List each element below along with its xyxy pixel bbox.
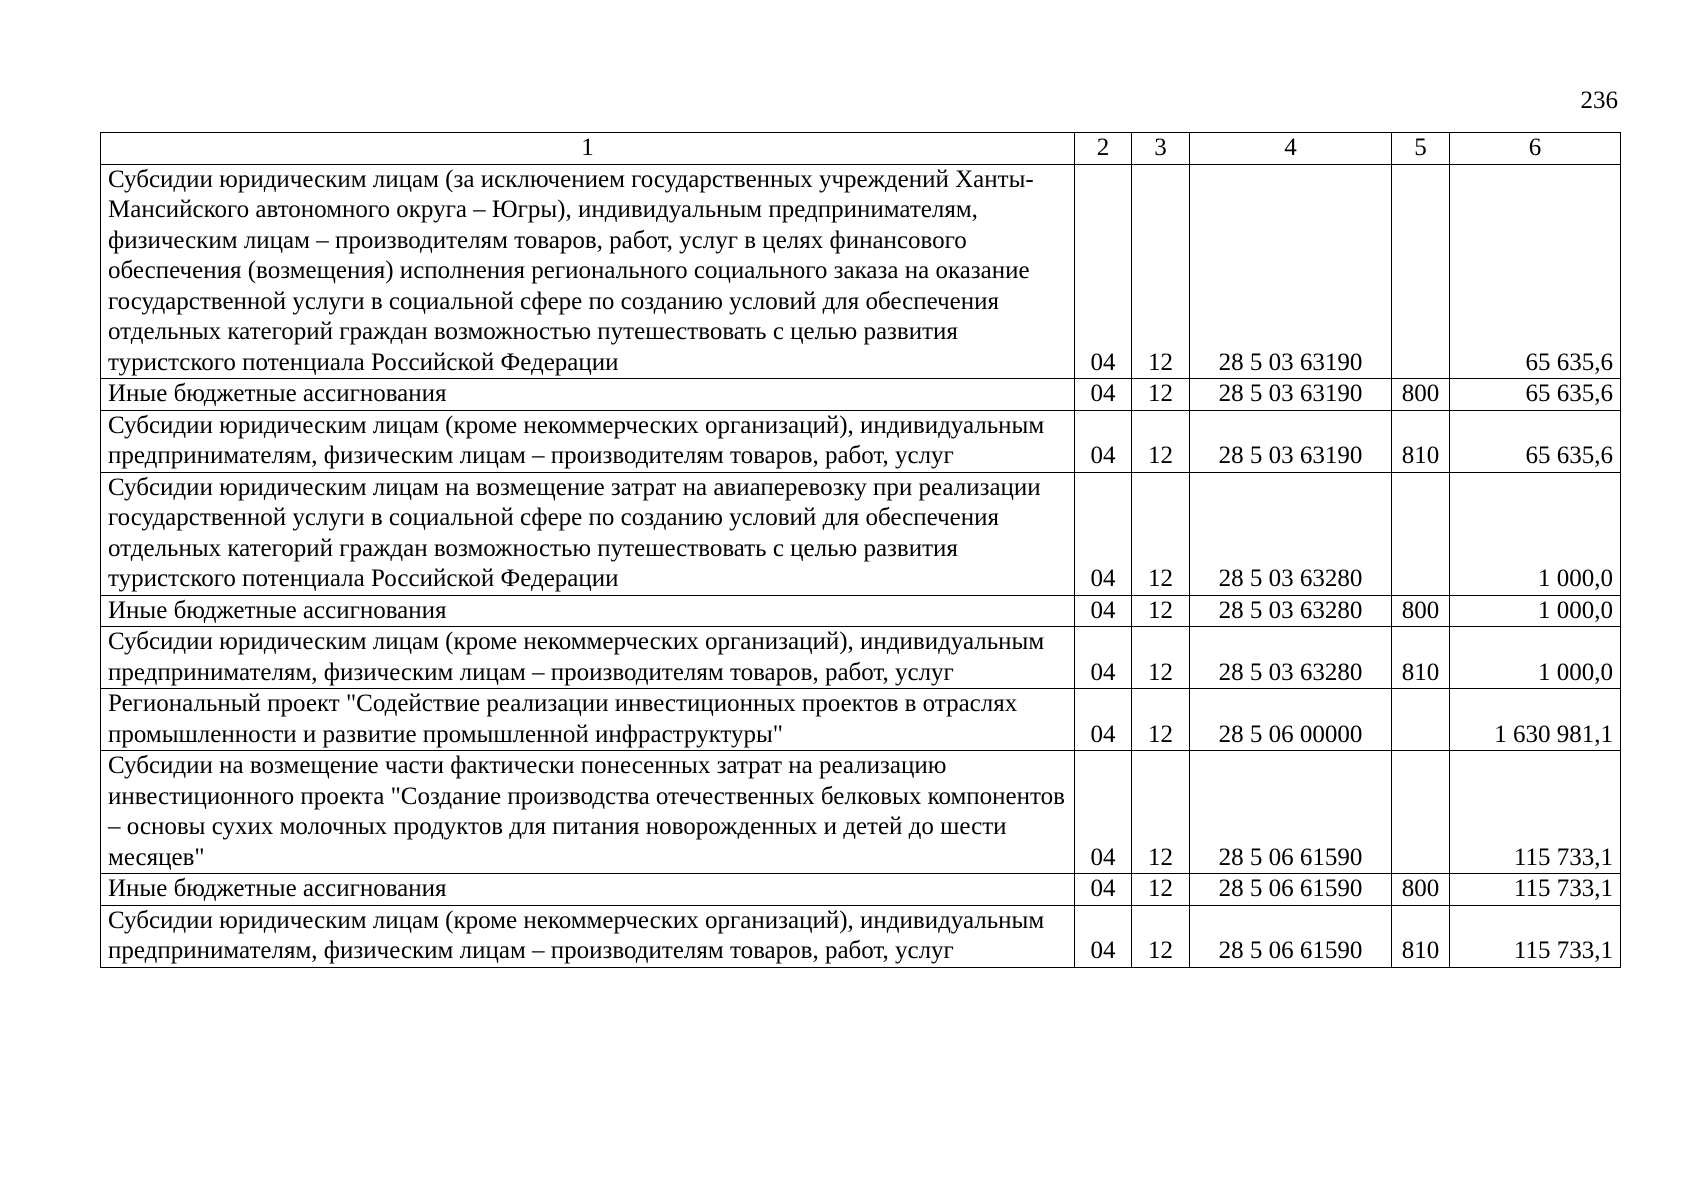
row-amount: 65 635,6 <box>1450 410 1621 472</box>
row-target-code: 28 5 06 61590 <box>1190 905 1392 967</box>
row-subsection: 12 <box>1132 905 1190 967</box>
row-amount: 1 000,0 <box>1450 627 1621 689</box>
table-row <box>101 689 1621 751</box>
row-amount: 65 635,6 <box>1450 164 1621 379</box>
row-name: Иные бюджетные ассигнования <box>101 379 1075 411</box>
row-name: Субсидии юридическим лицам на возмещение затрат на авиаперевозку при реализации государственной услуги в социальной сфере по созданию условий для обеспечения отдельных категорий граждан возможностью путешествовать с целью развития туристского потенциала Российской Федерации <box>101 472 1075 595</box>
row-name: Иные бюджетные ассигнования <box>101 874 1075 906</box>
row-target-code: 28 5 03 63280 <box>1190 472 1392 595</box>
row-expense-type: 800 <box>1392 874 1450 906</box>
table-row <box>101 410 1621 472</box>
row-section: 04 <box>1075 905 1132 967</box>
row-amount: 115 733,1 <box>1450 874 1621 906</box>
row-section: 04 <box>1075 379 1132 411</box>
table-row <box>101 472 1621 595</box>
table-row <box>101 751 1621 874</box>
table-row <box>101 874 1621 906</box>
budget-table <box>100 132 1621 968</box>
row-expense-type <box>1392 472 1450 595</box>
row-subsection: 12 <box>1132 627 1190 689</box>
row-section: 04 <box>1075 627 1132 689</box>
row-section: 04 <box>1075 595 1132 627</box>
table-row <box>101 595 1621 627</box>
table-row <box>101 164 1621 379</box>
row-target-code: 28 5 03 63190 <box>1190 410 1392 472</box>
table-header-row <box>101 133 1621 165</box>
row-target-code: 28 5 03 63190 <box>1190 164 1392 379</box>
table-row <box>101 627 1621 689</box>
row-expense-type: 810 <box>1392 410 1450 472</box>
row-section: 04 <box>1075 410 1132 472</box>
header-col-1: 1 <box>101 133 1075 165</box>
row-target-code: 28 5 03 63190 <box>1190 379 1392 411</box>
row-expense-type: 800 <box>1392 595 1450 627</box>
table-row <box>101 905 1621 967</box>
row-name: Субсидии юридическим лицам (кроме некоммерческих организаций), индивидуальным предпринимателям, физическим лицам – производителям товаров, работ, услуг <box>101 627 1075 689</box>
row-amount: 1 630 981,1 <box>1450 689 1621 751</box>
row-name: Субсидии юридическим лицам (кроме некоммерческих организаций), индивидуальным предпринимателям, физическим лицам – производителям товаров, работ, услуг <box>101 905 1075 967</box>
row-target-code: 28 5 03 63280 <box>1190 595 1392 627</box>
header-col-6: 6 <box>1450 133 1621 165</box>
header-col-4: 4 <box>1190 133 1392 165</box>
row-expense-type <box>1392 751 1450 874</box>
row-name: Иные бюджетные ассигнования <box>101 595 1075 627</box>
header-col-2: 2 <box>1075 133 1132 165</box>
row-name: Региональный проект "Содействие реализации инвестиционных проектов в отраслях промышленности и развитие промышленной инфраструктуры" <box>101 689 1075 751</box>
row-expense-type: 810 <box>1392 627 1450 689</box>
row-name: Субсидии юридическим лицам (за исключением государственных учреждений Ханты-Мансийского автономного округа – Югры), индивидуальным предпринимателям, физическим лицам – производителям товаров, работ, услуг в целях финансового обеспечения (возмещения) исполнения регионального социального заказа на оказание государственной услуги в социальной сфере по созданию условий для обеспечения отдельных категорий граждан возможностью путешествовать с целью развития туристского потенциала Российской Федерации <box>101 164 1075 379</box>
table-row <box>101 379 1621 411</box>
row-section: 04 <box>1075 874 1132 906</box>
row-subsection: 12 <box>1132 164 1190 379</box>
row-subsection: 12 <box>1132 379 1190 411</box>
row-section: 04 <box>1075 689 1132 751</box>
row-section: 04 <box>1075 751 1132 874</box>
row-amount: 1 000,0 <box>1450 595 1621 627</box>
row-amount: 65 635,6 <box>1450 379 1621 411</box>
row-amount: 115 733,1 <box>1450 751 1621 874</box>
row-subsection: 12 <box>1132 595 1190 627</box>
row-target-code: 28 5 06 00000 <box>1190 689 1392 751</box>
row-subsection: 12 <box>1132 874 1190 906</box>
row-subsection: 12 <box>1132 410 1190 472</box>
page-number: 236 <box>1580 87 1618 114</box>
row-target-code: 28 5 06 61590 <box>1190 751 1392 874</box>
row-expense-type <box>1392 164 1450 379</box>
row-amount: 115 733,1 <box>1450 905 1621 967</box>
row-name: Субсидии на возмещение части фактически понесенных затрат на реализацию инвестиционного проекта "Создание производства отечественных белковых компонентов – основы сухих молочных продуктов для питания новорожденных и детей до шести месяцев" <box>101 751 1075 874</box>
row-subsection: 12 <box>1132 472 1190 595</box>
row-subsection: 12 <box>1132 751 1190 874</box>
row-section: 04 <box>1075 164 1132 379</box>
row-name: Субсидии юридическим лицам (кроме некоммерческих организаций), индивидуальным предпринимателям, физическим лицам – производителям товаров, работ, услуг <box>101 410 1075 472</box>
row-target-code: 28 5 06 61590 <box>1190 874 1392 906</box>
row-target-code: 28 5 03 63280 <box>1190 627 1392 689</box>
row-section: 04 <box>1075 472 1132 595</box>
row-expense-type <box>1392 689 1450 751</box>
row-expense-type: 810 <box>1392 905 1450 967</box>
header-col-3: 3 <box>1132 133 1190 165</box>
row-amount: 1 000,0 <box>1450 472 1621 595</box>
header-col-5: 5 <box>1392 133 1450 165</box>
row-subsection: 12 <box>1132 689 1190 751</box>
row-expense-type: 800 <box>1392 379 1450 411</box>
